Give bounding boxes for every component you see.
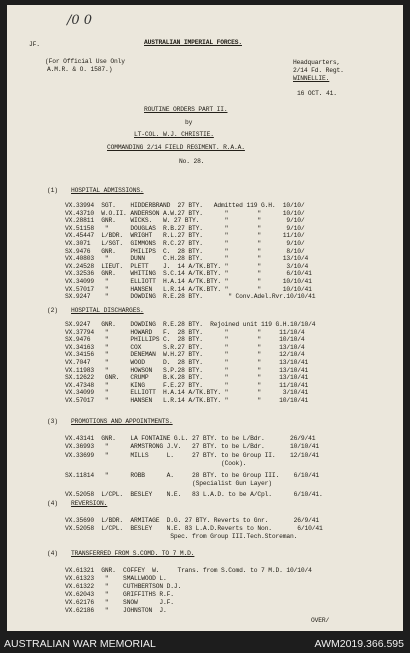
admission-row: SX.9476 GNR. PHILIPS C. 28 BTY. " " 8/10/ — [65, 247, 305, 255]
title-by: by — [185, 119, 193, 126]
org-title: AUSTRALIAN IMPERIAL FORCES. — [144, 39, 242, 46]
transfer-row: VX.62043 " GRIFFITHS R.F. — [65, 591, 174, 598]
discharge-row: VX.34099 " ELLIOTT H.A.14 A/TK.BTY. " " 3/10/41 — [65, 389, 309, 397]
discharge-row: VX.47348 " KING F.E.27 BTY. " " 11/10/41 — [65, 381, 309, 389]
over-marker: OVER/ — [311, 617, 330, 624]
transfers-list — [65, 567, 312, 615]
admission-row: VX.43710 W.O.II. ANDERSON A.W.27 BTY. " " 10/10/ — [65, 209, 305, 217]
transfer-row: VX.62186 " JOHNSTON J. — [65, 607, 167, 614]
admission-row: SX.9247 " DOWDING R.E.28 BTY. " Conv.Adel.Rvr.10/10/41 — [65, 293, 316, 301]
discharge-row: SX.9476 " PHILLIPS C. 28 BTY. " " 10/10/4 — [65, 336, 305, 344]
section-4-number: (4) — [47, 500, 58, 507]
discharges-list — [65, 321, 315, 405]
admissions-list — [65, 202, 315, 301]
section-5-number: (4) — [47, 550, 58, 557]
admission-row: VX.57017 " HANSEN L.R.14 A/TK.BTY. " " 10/10/41 — [65, 285, 312, 293]
archive-footer — [0, 633, 410, 653]
admission-row: VX.34099 " ELLIOTT H.A.14 A/TK.BTY. " " 10/10/41 — [65, 277, 312, 285]
section-4-title: REVERSION. — [71, 500, 108, 507]
section-1-title: HOSPITAL ADMISSIONS. — [71, 187, 144, 194]
reversion-list — [65, 517, 323, 541]
admission-row: VX.28811 GNR. WICKS. W. 27 BTY. " " 9/10/ — [65, 217, 305, 225]
discharge-row: SX.9247 GNR. DOWDING R.E.28 BTY. Rejoined unit 119 G.H.10/10/4 — [65, 321, 316, 328]
transfer-row: VX.61321 GNR. COFFEY W. Trans. from S.Comd. to 7 M.D. 10/10/4 — [65, 567, 312, 574]
transfer-row: VX.62176 " SNOW J.F. — [65, 599, 174, 606]
archive-reference: AWM2019.366.595 — [314, 638, 404, 650]
reversion-note: Spec. from Group III.Tech.Storeman. — [65, 533, 298, 540]
official-use-line-2: A.M.R. & O. 1587.) — [47, 66, 113, 73]
section-2-title: HOSPITAL DISCHARGES. — [71, 307, 144, 314]
title-routine-orders: ROUTINE ORDERS PART II. — [144, 106, 228, 113]
section-1-number: (1) — [47, 187, 58, 194]
admission-row: VX.45447 L/BDR. WRIGHT R.L.27 BTY. " " 11/10/ — [65, 232, 305, 240]
section-3-title: PROMOTIONS AND APPOINTMENTS. — [71, 418, 173, 425]
admission-row: VX.40803 " DUNN C.H.28 BTY. " " 13/10/4 — [65, 255, 309, 263]
section-2-number: (2) — [47, 307, 58, 314]
title-commanding: COMMANDING 2/14 FIELD REGIMENT. R.A.A. — [107, 144, 245, 151]
handwritten-mark: /0 0 — [67, 13, 93, 28]
admission-row: VX.24528 LIEUT. PLETT J. 14 A/TK.BTY. " " 3/10/4 — [65, 262, 309, 270]
discharge-row: VX.34156 " DENEMAN W.H.27 BTY. " " 12/10/4 — [65, 351, 305, 359]
discharge-row: VX.34163 " COX S.R.27 BTY. " " 13/10/4 — [65, 343, 305, 351]
official-use-line-1: (For Official Use Only — [45, 58, 125, 65]
doc-date: 16 OCT. 41. — [297, 90, 337, 97]
promotion-note: (Cook). — [65, 460, 247, 468]
promotions-list — [65, 435, 323, 500]
promotion-note: (Specialist Gun Layer) — [65, 480, 272, 488]
promotion-row: SX.11814 " ROBB A. 28 BTY. to be Group III. 6/10/41 — [65, 471, 320, 479]
admission-row: VX.3071 L/SGT. GIMMONS R.C.27 BTY. " " 9/10/ — [65, 239, 305, 247]
doc-code: JF. — [29, 41, 40, 48]
transfer-row: VX.61322 " CUTHBERTSON D.J. — [65, 583, 182, 590]
document-page — [7, 5, 403, 631]
promotion-row: VX.52058 L/CPL. BESLEY N.E. 83 L.A.D. to be A/Cpl. 6/10/41. — [65, 491, 323, 499]
section-5-title: TRANSFERRED FROM S.COMD. TO 7 M.D. — [71, 550, 195, 557]
discharge-row: VX.7047 " WOOD D. 28 BTY. " " 13/10/41 — [65, 358, 309, 366]
reversion-row: VX.52058 L/CPL. BESLEY N.E. 83 L.A.D.Reverts to Non. 6/10/41 — [65, 525, 323, 532]
archive-name: AUSTRALIAN WAR MEMORIAL — [4, 638, 156, 650]
hq-line-3: WINNELLIE. — [293, 75, 330, 82]
section-3-number: (3) — [47, 418, 58, 425]
promotion-row: VX.43141 GNR. LA FONTAINE G.L. 27 BTY. to be L/Bdr. 26/9/41 — [65, 435, 316, 442]
promotion-row: VX.33699 " MILLS L. 27 BTY. to be Group II. 12/10/41 — [65, 451, 320, 459]
admission-row: VX.33994 SGT. HIDDERBRAND 27 BTY. Admitted 119 G.H. 10/10/ — [65, 202, 305, 209]
discharge-row: SX.12622 GNR. CRUMP B.K.28 BTY. " " 13/10/41 — [65, 374, 309, 382]
transfer-row: VX.61323 " SMALLWOOD L. — [65, 575, 167, 582]
title-number: No. 28. — [179, 158, 205, 165]
discharge-row: VX.57017 " HANSEN L.R.14 A/TK.BTY. " " 10/10/41 — [65, 396, 309, 404]
admission-row: VX.32536 GNR. WHITING S.C.14 A/TK.BTY. " " 6/10/41 — [65, 270, 312, 278]
discharge-row: VX.11983 " HOWSON S.P.28 BTY. " " 13/10/41 — [65, 366, 309, 374]
hq-line-2: 2/14 Fd. Regt. — [293, 67, 344, 74]
discharge-row: VX.37794 " HOWARD F. 28 BTY. " " 11/10/4 — [65, 328, 305, 336]
admission-row: VX.51158 " DOUGLAS R.B.27 BTY. " " 9/10/ — [65, 224, 305, 232]
hq-line-1: Headquarters, — [293, 59, 341, 66]
reversion-row: VX.35690 L/BDR. ARMITAGE D.G. 27 BTY. Reverts to Gnr. 26/9/41 — [65, 517, 320, 524]
promotion-row: VX.36993 " ARMSTRONG J.V. 27 BTY. to be L/Bdr. 10/10/41 — [65, 443, 320, 451]
title-commander: LT-COL. W.J. CHRISTIE. — [134, 131, 214, 138]
